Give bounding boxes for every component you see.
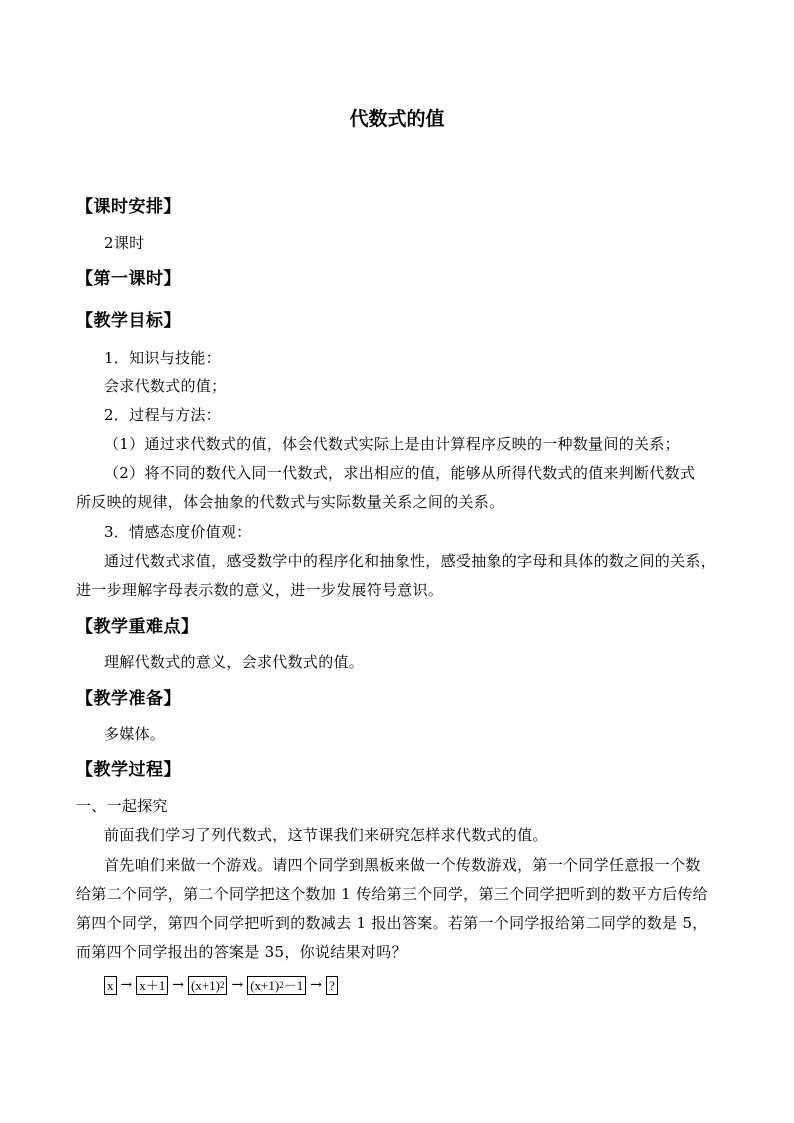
goal-2-item-1: （1）通过求代数式的值，体会代数式实际上是由计算程序反映的一种数量间的关系； <box>104 435 680 453</box>
goal-3-line-2: 进一步理解字母表示数的意义，进一步发展符号意识。 <box>76 581 444 599</box>
heading-lesson-1: 【第一课时】 <box>76 269 181 289</box>
heading-key-points: 【教学重难点】 <box>76 617 199 637</box>
heading-schedule: 【课时安排】 <box>76 197 181 217</box>
flow-box-x-plus-1: x＋1 <box>136 976 168 995</box>
goal-3-title: 3．情感态度价值观： <box>104 523 252 541</box>
process-para-2-line-2: 给第二个同学，第二个同学把这个数加 1 传给第三个同学，第三个同学把听到的数平方后传给 <box>76 885 708 903</box>
goal-2-item-2-line-1: （2）将不同的数代入同一代数式，求出相应的值，能够从所得代数式的值来判断代数式 <box>104 464 696 482</box>
page-title: 代数式的值 <box>349 108 445 130</box>
preparation-text: 多媒体。 <box>104 725 166 743</box>
process-para-2-line-4: 而第四个同学报出的答案是 35，你说结果对吗？ <box>76 943 407 961</box>
goal-1-title: 1．知识与技能： <box>104 349 221 367</box>
schedule-value: 2课时 <box>104 234 145 252</box>
goal-1-text: 会求代数式的值； <box>104 377 227 395</box>
flow-box-square-minus-1: (x+1) 2 －1 <box>247 976 306 995</box>
flow-sqm-tail: －1 <box>283 977 304 993</box>
process-subheading: 一、一起探究 <box>76 797 168 815</box>
arrow-icon: → <box>231 977 244 993</box>
flow-diagram <box>104 973 338 997</box>
key-points-text: 理解代数式的意义，会求代数式的值。 <box>104 653 365 671</box>
arrow-icon: → <box>172 977 184 993</box>
flow-square-base: (x+1) <box>190 977 220 993</box>
heading-process: 【教学过程】 <box>76 760 181 780</box>
flow-box-result: ? <box>326 976 338 995</box>
heading-goals: 【教学目标】 <box>76 311 181 331</box>
heading-preparation: 【教学准备】 <box>76 689 181 709</box>
arrow-icon: → <box>310 977 322 993</box>
flow-sqm-base: (x+1) <box>250 977 280 993</box>
process-para-1: 前面我们学习了列代数式，这节课我们来研究怎样求代数式的值。 <box>104 826 548 844</box>
goal-2-title: 2．过程与方法： <box>104 406 221 424</box>
process-para-2-line-1: 首先咱们来做一个游戏。请四个同学到黑板来做一个传数游戏，第一个同学任意报一个数 <box>104 856 701 874</box>
process-para-2-line-3: 第四个同学，第四个同学把听到的数减去 1 报出答案。若第一个同学报给第二同学的数是 5， <box>76 914 708 932</box>
flow-box-square: (x+1) 2 <box>188 976 228 995</box>
arrow-icon: → <box>120 977 133 993</box>
flow-box-x: x <box>104 976 117 995</box>
goal-2-item-2-line-2: 所反映的规律，体会抽象的代数式与实际数量关系之间的关系。 <box>76 493 505 511</box>
goal-3-line-1: 通过代数式求值，感受数学中的程序化和抽象性，感受抽象的字母和具体的数之间的关系， <box>104 552 717 570</box>
